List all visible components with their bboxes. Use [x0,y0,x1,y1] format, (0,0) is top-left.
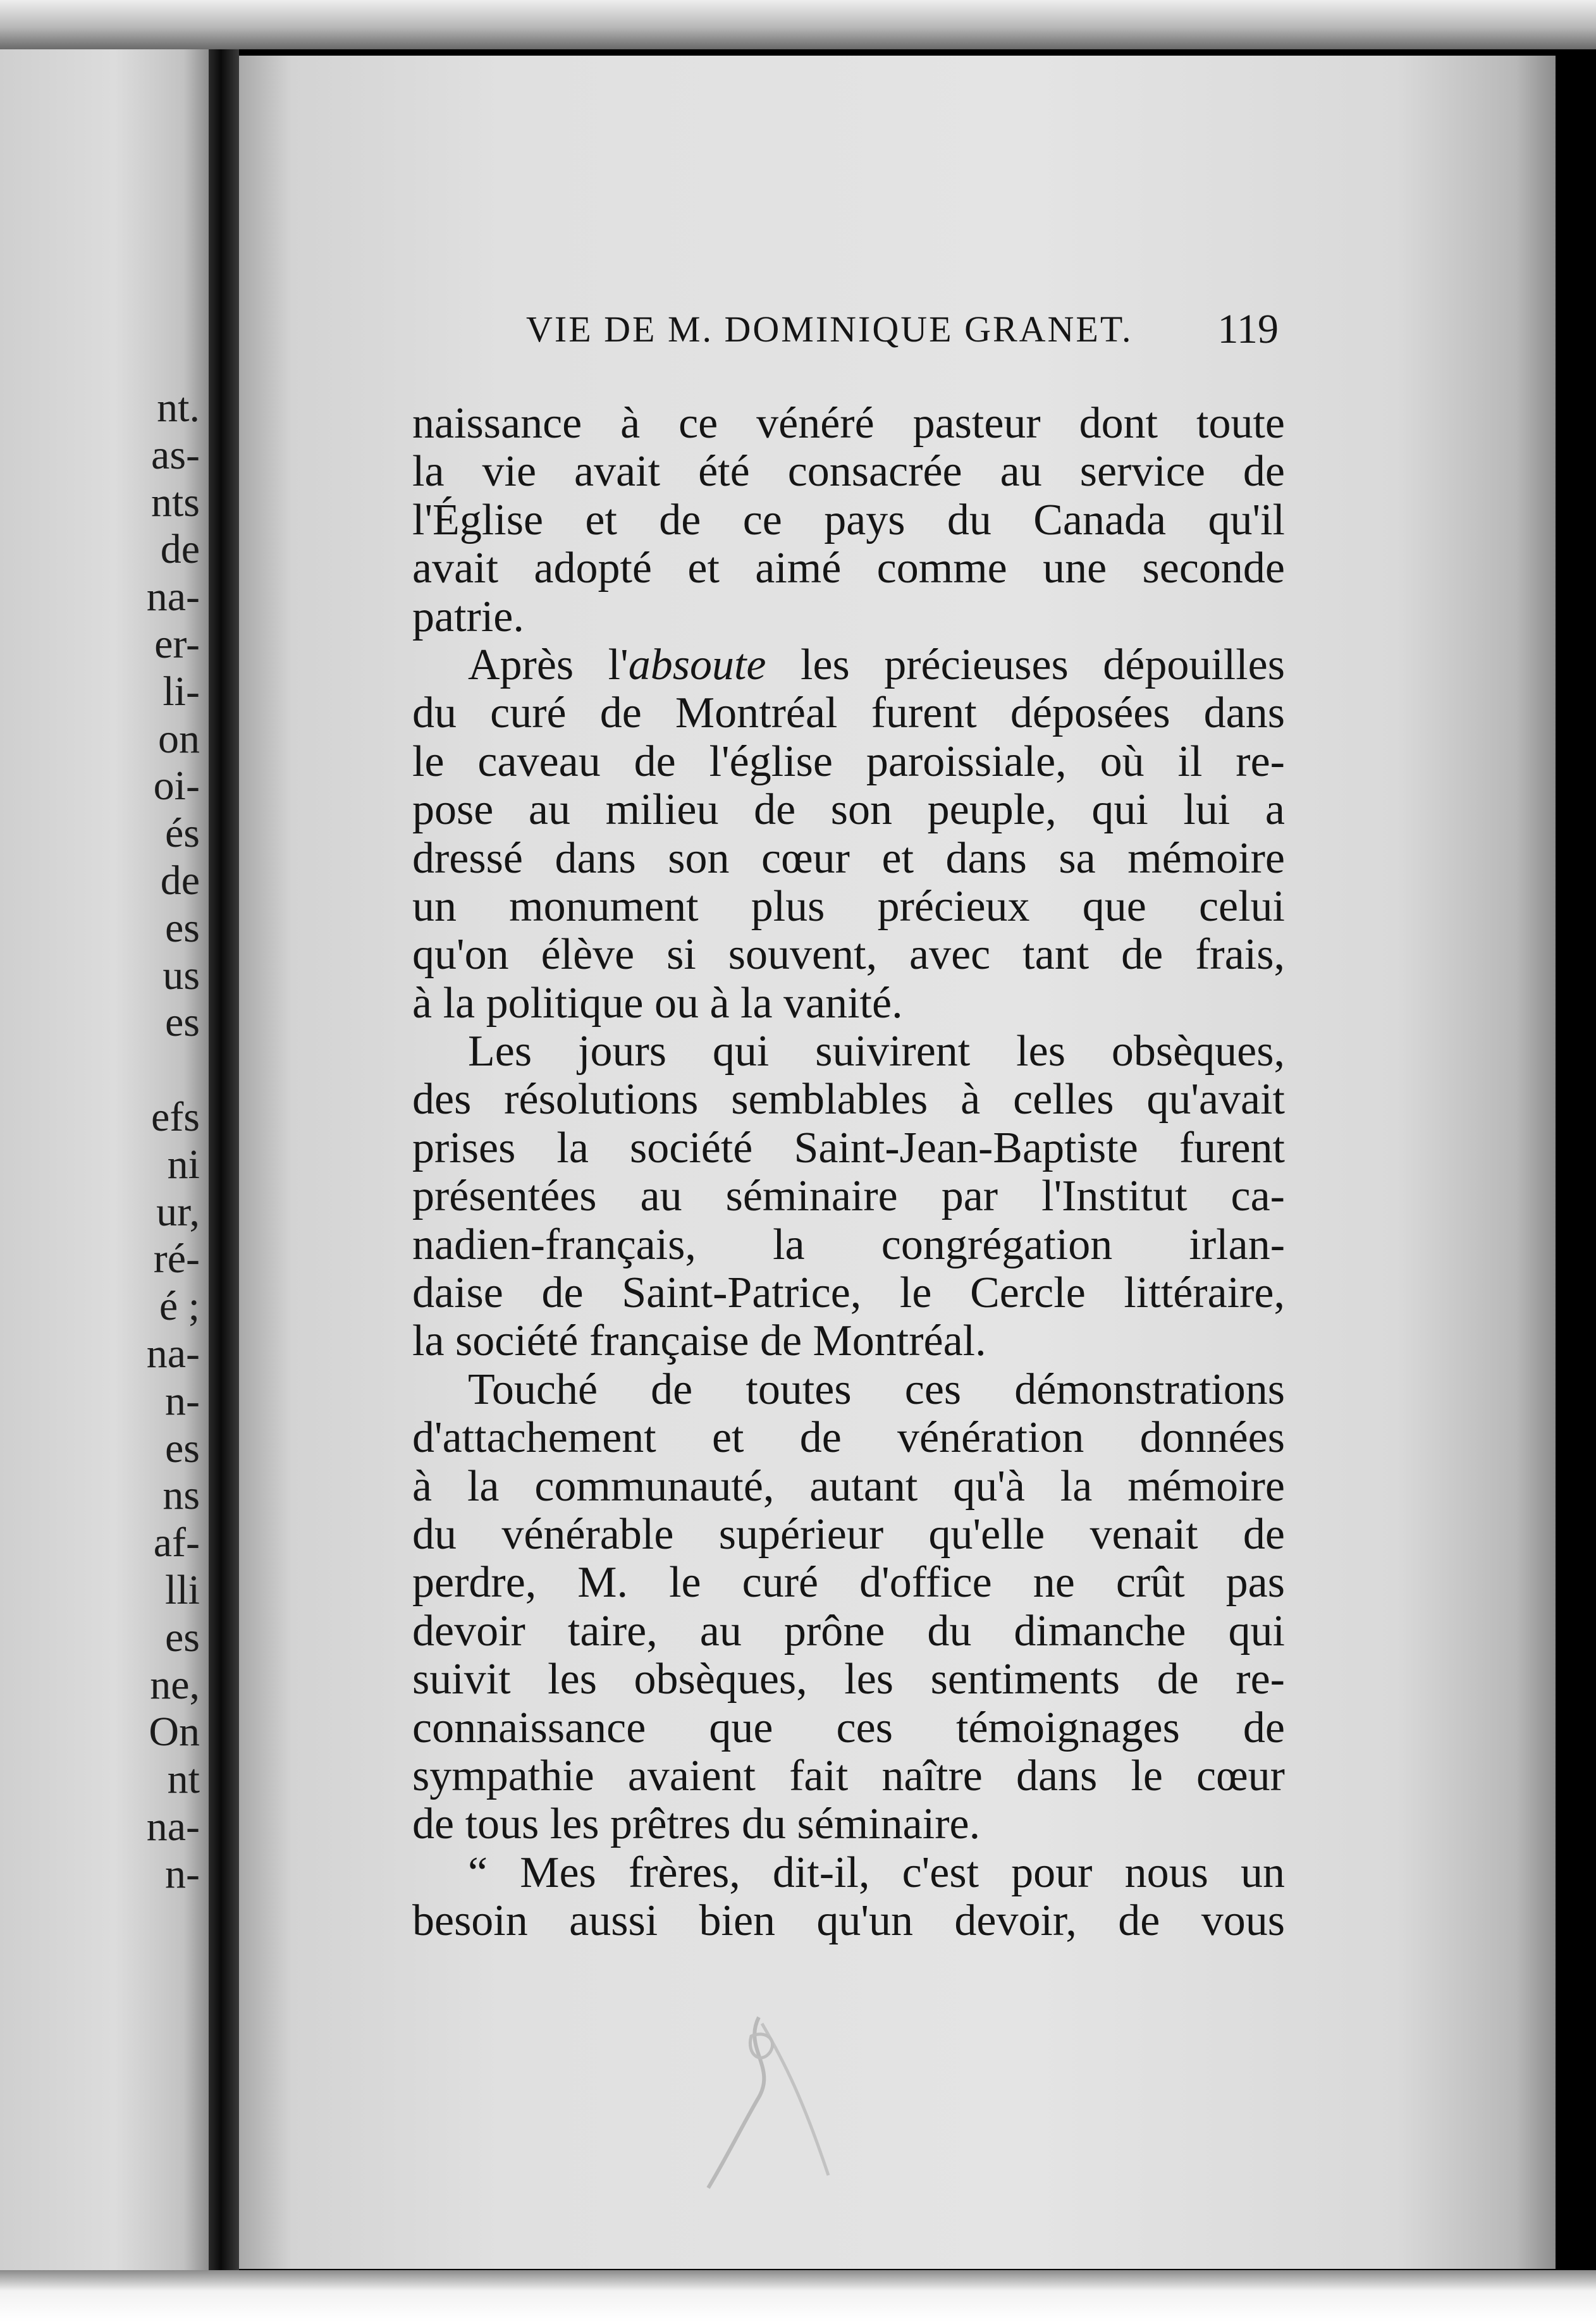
text-line: naissance à ce vénéré pasteur dont toute [412,400,1285,448]
book-gutter [209,49,239,2275]
page-number: 119 [1217,306,1279,352]
running-head [526,305,1279,354]
text-line: suivit les obsèques, les sentiments de re- [412,1656,1285,1704]
text-line: la société française de Montréal. [412,1317,986,1366]
text-line: du curé de Montréal furent déposées dans [412,689,1285,738]
text-line: “ Mes frères, dit-il, c'est pour nous un [468,1848,1285,1897]
left-fragment: as- [151,431,200,478]
left-fragment: lli [164,1566,200,1613]
left-fragment: es [165,904,200,951]
text-line: besoin aussi bien qu'un devoir, de vous [412,1897,1285,1946]
text-line: de tous les prêtres du séminaire. [412,1800,981,1849]
text-line: à la communauté, autant qu'à la mémoire [412,1462,1285,1511]
text-line: nadien-français, la congrégation irlan- [412,1220,1285,1269]
text-line: prises la société Saint-Jean-Baptiste furent [412,1124,1285,1172]
left-fragment: efs [151,1093,200,1140]
text-line: la vie avait été consacrée au service de [412,448,1285,496]
text-line: perdre, M. le curé d'office ne crût pas [412,1559,1285,1607]
left-page-edge [0,49,209,2275]
text-line: Les jours qui suivirent les obsèques, [468,1028,1285,1076]
text-line: daise de Saint-Patrice, le Cercle littéraire, [412,1269,1285,1318]
left-fragment: és [165,810,200,857]
left-fragment: af- [153,1520,200,1566]
body-text [412,400,1285,1946]
left-fragment: es [165,1614,200,1661]
left-fragment: ré- [153,1236,200,1282]
text-line: Touché de toutes ces démonstrations [468,1365,1285,1414]
left-fragment: es [165,1425,200,1471]
left-fragment: nts [150,479,200,525]
left-fragment: n- [165,1850,200,1897]
italic-term: absoute [628,641,766,689]
text-line: le caveau de l'église paroissiale, où il re- [412,737,1285,786]
left-fragment: on [158,715,200,762]
text-line: devoir taire, au prône du dimanche qui [412,1607,1285,1656]
left-fragment: On [149,1709,200,1755]
left-fragment: na- [146,574,200,620]
text-run: Après l' [468,641,629,689]
left-fragment [35,1047,200,1094]
text-line: des résolutions semblables à celles qu'avait [412,1076,1285,1124]
text-line [412,641,1285,689]
running-head-title: VIE DE M. DOMINIQUE GRANET. [526,309,1133,350]
text-run: les précieuses dépouilles [766,641,1285,689]
left-fragment: n- [165,1377,200,1424]
left-fragment: ne, [150,1661,200,1708]
left-fragment: na- [146,1803,200,1850]
left-fragment: na- [146,1330,200,1377]
left-fragment: es [165,999,200,1046]
left-fragment: li- [163,668,200,715]
bottom-scan-margin [0,2270,1596,2322]
text-line: patrie. [412,593,524,641]
left-fragment: ni [167,1141,200,1188]
left-fragment: nt. [157,384,200,431]
text-line: avait adopté et aimé comme une seconde [412,544,1285,593]
text-line: présentées au séminaire par l'Institut ca- [412,1172,1285,1221]
left-fragment: er- [154,620,200,667]
text-line: du vénérable supérieur qu'elle venait de [412,1510,1285,1559]
text-line: à la politique ou à la vanité. [412,979,903,1028]
text-line: d'attachement et de vénération données [412,1414,1285,1463]
top-scan-margin [0,0,1596,49]
left-fragment: ur, [156,1188,200,1235]
left-fragment: nt [167,1756,200,1803]
text-line: dressé dans son cœur et dans sa mémoire [412,834,1285,883]
text-line: qu'on élève si souvent, avec tant de frais, [412,931,1285,980]
text-line: connaissance que ces témoignages de [412,1704,1285,1752]
left-fragment: de [160,857,200,904]
left-fragment: ns [163,1472,200,1519]
text-line: l'Église et de ce pays du Canada qu'il [412,496,1285,544]
left-fragment: us [163,952,200,998]
text-line: pose au milieu de son peuple, qui lui a [412,786,1285,835]
ink-flourish-mark [683,2011,847,2194]
text-line: un monument plus précieux que celui [412,882,1285,931]
left-page-line-fragments [35,384,200,1898]
left-fragment: oi- [153,763,200,809]
left-fragment: de [160,526,200,573]
text-line: sympathie avaient fait naître dans le cœur [412,1752,1285,1800]
left-fragment: é ; [159,1283,200,1330]
